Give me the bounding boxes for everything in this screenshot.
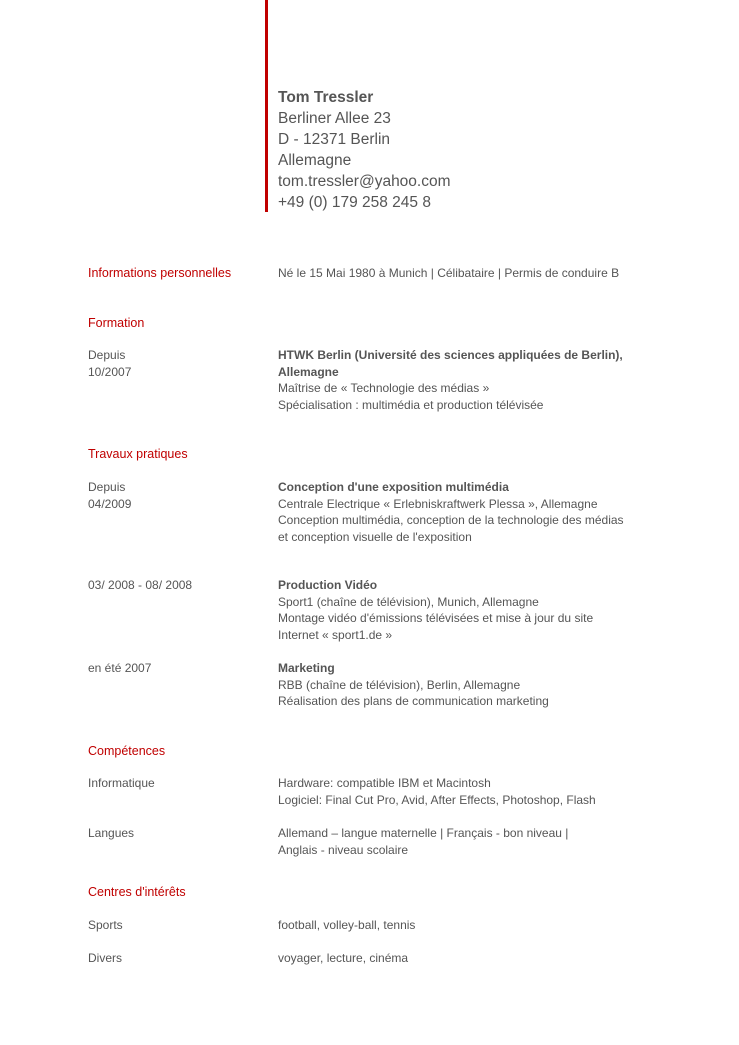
entry-line: Spécialisation : multimédia et production télévisée — [278, 397, 544, 412]
date-line: 03/ 2008 - 08/ 2008 — [88, 578, 193, 592]
entry-line: Conception multimédia, conception de la technologie des médias — [278, 513, 624, 527]
entry-line: RBB (chaîne de télévision), Berlin, Allemagne — [278, 677, 521, 692]
entry-content: football, volley-ball, tennis — [278, 918, 416, 932]
entry-line: Réalisation des plans de communication marketing — [278, 694, 549, 708]
entry-content — [278, 775, 596, 808]
date-line: en été 2007 — [88, 661, 152, 675]
email: tom.tressler@yahoo.com — [278, 173, 451, 190]
entry-line: Logiciel: Final Cut Pro, Avid, After Effects, Photoshop, Flash — [278, 792, 596, 807]
entry-date — [88, 479, 131, 512]
entry-date — [88, 660, 151, 677]
entry-label: Divers — [88, 951, 123, 965]
entry-date — [88, 577, 192, 594]
entry-label: Informatique — [88, 776, 155, 790]
entry-line: et conception visuelle de l'exposition — [278, 529, 472, 544]
date-line: 10/2007 — [88, 364, 132, 379]
entry-line: Anglais - niveau scolaire — [278, 842, 409, 857]
accent-bar — [265, 0, 268, 212]
entry-line: Maîtrise de « Technologie des médias » — [278, 381, 490, 395]
address-country: Allemagne — [278, 152, 352, 169]
entry-label: Langues — [88, 826, 135, 840]
entry-title: Conception d'une exposition multimédia — [278, 480, 509, 494]
person-name: Tom Tressler — [278, 89, 374, 106]
entry-title: Production Vidéo — [278, 578, 378, 592]
entry-content — [278, 347, 623, 413]
phone: +49 (0) 179 258 245 8 — [278, 194, 431, 211]
personal-info: Né le 15 Mai 1980 à Munich | Célibataire | Permis de conduire B — [278, 266, 620, 280]
entry-content — [278, 479, 624, 545]
date-line: Depuis — [88, 348, 126, 362]
section-heading-travaux: Travaux pratiques — [88, 447, 188, 461]
section-heading-formation: Formation — [88, 316, 145, 330]
entry-content — [278, 577, 593, 643]
entry-content: voyager, lecture, cinéma — [278, 951, 409, 965]
entry-title: HTWK Berlin (Université des sciences appliquées de Berlin), — [278, 348, 623, 362]
entry-line: Internet « sport1.de » — [278, 627, 393, 642]
entry-line: Montage vidéo d'émissions télévisées et mise à jour du site — [278, 611, 594, 625]
address-city: D - 12371 Berlin — [278, 131, 391, 148]
entry-content — [278, 660, 549, 710]
entry-title: Marketing — [278, 661, 335, 675]
entry-line: Centrale Electrique « Erlebniskraftwerk Plessa », Allemagne — [278, 496, 598, 511]
entry-label: Sports — [88, 918, 123, 932]
section-heading-interets: Centres d'intérêts — [88, 885, 186, 899]
entry-content — [278, 825, 568, 858]
entry-line: Allemand – langue maternelle | Français - bon niveau | — [278, 826, 569, 840]
entry-line: Hardware: compatible IBM et Macintosh — [278, 776, 491, 790]
entry-line: Sport1 (chaîne de télévision), Munich, Allemagne — [278, 594, 539, 609]
address-street: Berliner Allee 23 — [278, 110, 391, 127]
entry-date — [88, 347, 131, 380]
date-line: Depuis — [88, 480, 126, 494]
date-line: 04/2009 — [88, 496, 132, 511]
section-heading-competences: Compétences — [88, 744, 166, 758]
contact-header — [278, 87, 451, 213]
section-heading-personal: Informations personnelles — [88, 266, 232, 280]
entry-title: Allemagne — [278, 364, 339, 379]
